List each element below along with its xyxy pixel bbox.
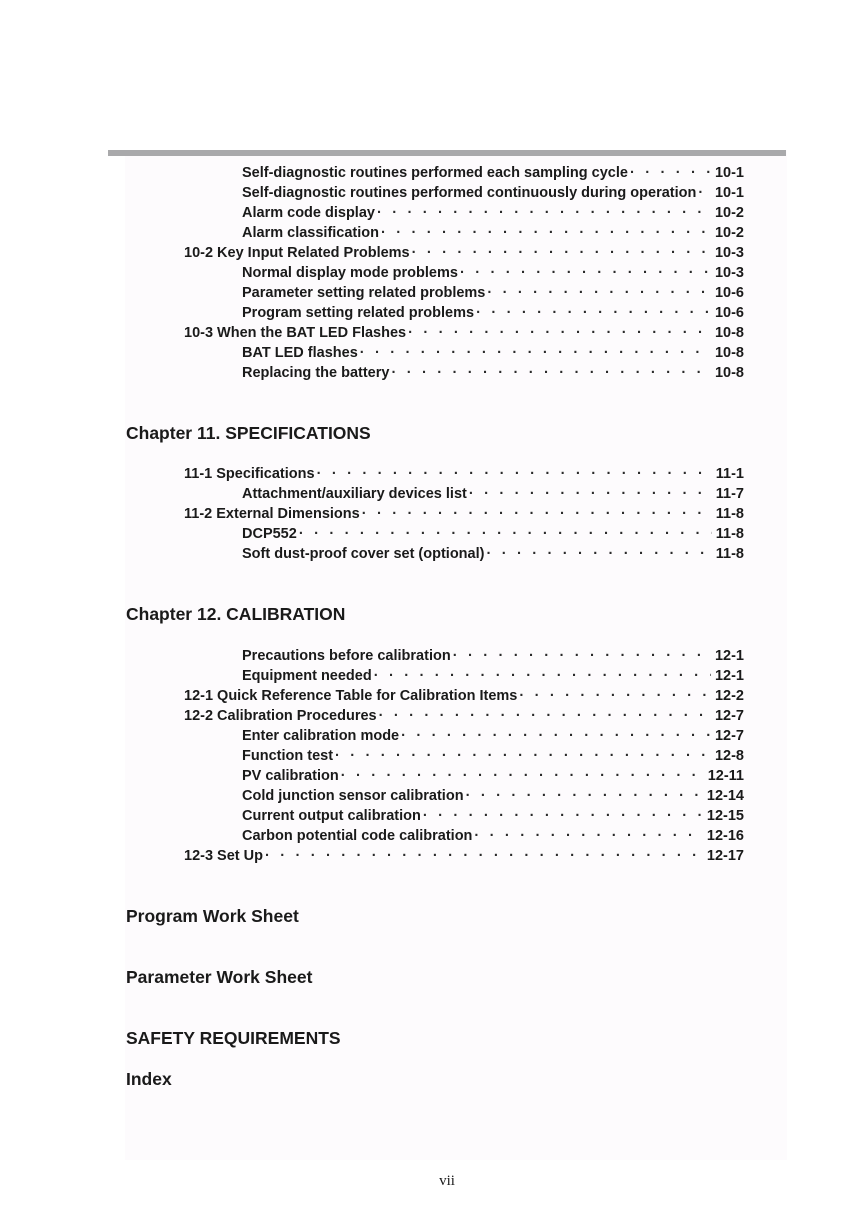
toc-entry-title: 12-2 Calibration Procedures <box>184 708 377 724</box>
toc-entry-title: Self-diagnostic routines performed continuously during operation <box>242 185 697 201</box>
dot-leader <box>423 806 703 826</box>
toc-entry[interactable] <box>184 464 744 484</box>
dot-leader <box>466 786 703 806</box>
toc-entry[interactable] <box>242 726 744 746</box>
toc-entry-title: 12-1 Quick Reference Table for Calibration Items <box>184 688 518 704</box>
dot-leader <box>391 363 711 383</box>
toc-entry-page: 12-14 <box>706 788 744 804</box>
dot-leader <box>698 183 711 203</box>
toc-entry-page: 11-8 <box>715 526 744 542</box>
toc-entry[interactable] <box>242 806 744 826</box>
toc-entry-title: Program setting related problems <box>242 305 475 321</box>
toc-entry[interactable] <box>242 203 744 223</box>
toc-entry-title: 10-3 When the BAT LED Flashes <box>184 325 407 341</box>
toc-entry-title: 11-2 External Dimensions <box>184 506 360 522</box>
toc-entry-page: 11-8 <box>715 506 744 522</box>
toc-entry-page: 10-8 <box>714 345 744 361</box>
toc-entry-page: 12-15 <box>706 808 744 824</box>
toc-entry-title: 10-2 Key Input Related Problems <box>184 245 410 261</box>
dot-leader <box>474 826 702 846</box>
page-number: vii <box>439 1173 455 1189</box>
toc-entry[interactable] <box>242 163 744 183</box>
toc-entry-title: Enter calibration mode <box>242 728 400 744</box>
chapter-heading: Chapter 12. CALIBRATION <box>126 604 346 624</box>
toc-entry[interactable] <box>184 846 744 866</box>
dot-leader <box>360 343 711 363</box>
toc-entry[interactable] <box>242 826 744 846</box>
section-heading-index[interactable]: Index <box>126 1069 172 1089</box>
toc-entry-title: Self-diagnostic routines performed each sampling cycle <box>242 165 628 181</box>
toc-entry-title: Soft dust-proof cover set (optional) <box>242 546 485 562</box>
dot-leader <box>460 263 711 283</box>
dot-leader <box>374 666 711 686</box>
toc-entry-page: 10-8 <box>714 325 744 341</box>
toc-entry[interactable] <box>184 504 744 524</box>
toc-entry[interactable] <box>242 263 744 283</box>
dot-leader <box>341 766 704 786</box>
toc-entry-page: 11-7 <box>715 486 744 502</box>
toc-entry[interactable] <box>242 484 744 504</box>
dot-leader <box>412 243 711 263</box>
toc-entry-page: 11-8 <box>715 546 744 562</box>
chapter-heading: Chapter 11. SPECIFICATIONS <box>126 423 371 443</box>
toc-entry-page: 10-6 <box>714 305 744 321</box>
dot-leader <box>519 686 711 706</box>
toc-entry-page: 10-1 <box>714 185 744 201</box>
toc-entry[interactable] <box>242 544 744 564</box>
toc-entry-page: 10-6 <box>714 285 744 301</box>
toc-entry-title: 12-3 Set Up <box>184 848 263 864</box>
toc-entry-title: Alarm code display <box>242 205 375 221</box>
toc-entry-page: 12-2 <box>714 688 744 704</box>
toc-entry[interactable] <box>242 524 744 544</box>
section-heading-parameter-work-sheet[interactable]: Parameter Work Sheet <box>126 967 313 987</box>
dot-leader <box>379 706 711 726</box>
dot-leader <box>408 323 711 343</box>
toc-entry[interactable] <box>242 363 744 383</box>
toc-entry[interactable] <box>184 323 744 343</box>
toc-entry-title: PV calibration <box>242 768 339 784</box>
toc-entry-title: Function test <box>242 748 334 764</box>
toc-entry-page: 12-1 <box>714 648 744 664</box>
dot-leader <box>486 544 711 564</box>
toc-entry-page: 10-3 <box>714 265 744 281</box>
toc-entry[interactable] <box>242 646 744 666</box>
toc-entry-title: DCP552 <box>242 526 297 542</box>
dot-leader <box>630 163 711 183</box>
toc-entry-title: Normal display mode problems <box>242 265 458 281</box>
toc-entry[interactable] <box>242 766 744 786</box>
top-rule-divider <box>108 150 786 156</box>
dot-leader <box>377 203 711 223</box>
toc-entry-page: 12-7 <box>714 728 744 744</box>
dot-leader <box>317 464 712 484</box>
dot-leader <box>476 303 711 323</box>
toc-entry-page: 11-1 <box>715 466 744 482</box>
toc-entry-title: Attachment/auxiliary devices list <box>242 486 467 502</box>
toc-entry-title: 11-1 Specifications <box>184 466 315 482</box>
toc-entry-title: Cold junction sensor calibration <box>242 788 464 804</box>
dot-leader <box>335 746 711 766</box>
toc-entry-page: 10-2 <box>714 225 744 241</box>
dot-leader <box>381 223 711 243</box>
toc-entry[interactable] <box>242 183 744 203</box>
toc-entry-page: 10-3 <box>714 245 744 261</box>
toc-entry[interactable] <box>242 283 744 303</box>
dot-leader <box>265 846 703 866</box>
dot-leader <box>453 646 711 666</box>
toc-entry-title: Equipment needed <box>242 668 372 684</box>
toc-entry-title: Current output calibration <box>242 808 421 824</box>
toc-entry-title: Alarm classification <box>242 225 379 241</box>
toc-entry-page: 10-1 <box>714 165 744 181</box>
toc-entry-page: 10-8 <box>714 365 744 381</box>
toc-entry-title: Replacing the battery <box>242 365 390 381</box>
dot-leader <box>362 504 712 524</box>
dot-leader <box>299 524 712 544</box>
toc-entry-page: 12-11 <box>707 768 744 784</box>
toc-entry[interactable] <box>242 223 744 243</box>
dot-leader <box>487 283 711 303</box>
toc-entry[interactable] <box>184 243 744 263</box>
toc-entry[interactable] <box>184 686 744 706</box>
toc-entry[interactable] <box>242 666 744 686</box>
toc-entry-page: 12-1 <box>714 668 744 684</box>
toc-entry[interactable] <box>242 343 744 363</box>
toc-entry[interactable] <box>242 746 744 766</box>
toc-entry-title: Carbon potential code calibration <box>242 828 473 844</box>
dot-leader <box>469 484 712 504</box>
toc-entry-title: Precautions before calibration <box>242 648 451 664</box>
section-heading-program-work-sheet[interactable]: Program Work Sheet <box>126 906 299 926</box>
toc-entry-page: 12-17 <box>706 848 744 864</box>
toc-entry[interactable] <box>242 303 744 323</box>
toc-entry-title: BAT LED flashes <box>242 345 358 361</box>
toc-entry[interactable] <box>242 786 744 806</box>
toc-entry-page: 12-8 <box>714 748 744 764</box>
section-heading-safety-requirements[interactable]: SAFETY REQUIREMENTS <box>126 1028 341 1048</box>
toc-entry-page: 12-16 <box>706 828 744 844</box>
toc-entry[interactable] <box>184 706 744 726</box>
toc-entry-title: Parameter setting related problems <box>242 285 486 301</box>
dot-leader <box>401 726 711 746</box>
toc-entry-page: 12-7 <box>714 708 744 724</box>
toc-entry-page: 10-2 <box>714 205 744 221</box>
